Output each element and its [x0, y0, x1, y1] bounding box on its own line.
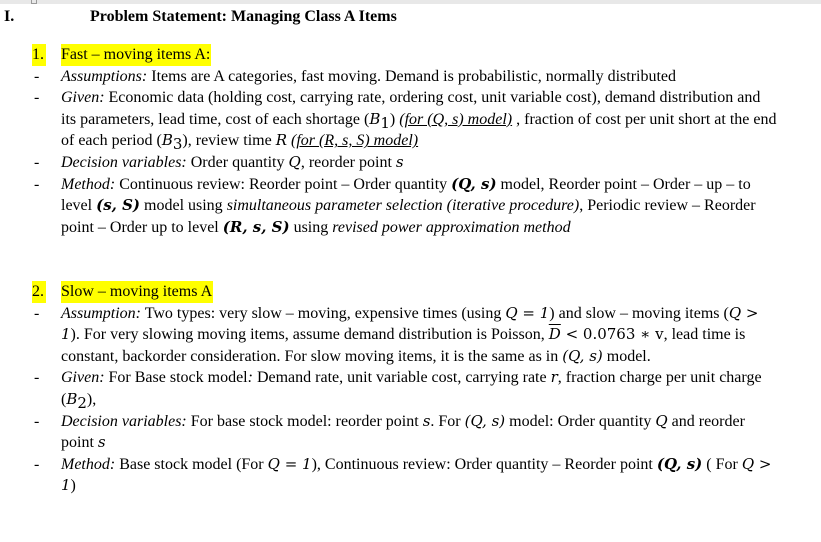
math-b: B [161, 131, 173, 150]
item-label: Assumption: [61, 304, 141, 322]
list-item-decision-variables [0, 152, 779, 174]
math-sub: 2 [77, 394, 87, 413]
item-text: ( For [702, 455, 742, 473]
item-label: Assumptions: [61, 67, 148, 85]
math-dbar: $\overline{D}$ [548, 325, 561, 344]
item-text: ), review time [182, 132, 276, 150]
section-heading [0, 281, 821, 303]
math-model: (Q, s) [464, 411, 506, 430]
bullet: - [34, 455, 40, 473]
rss-model-link[interactable]: (for (R, s, S) model) [291, 132, 419, 150]
list-item-decision-variables [0, 411, 779, 454]
item-text: ), Continuous review: Order quantity – Reorder point [311, 455, 657, 473]
item-text: , Periodic review – Reorder point – Order up to level [61, 197, 756, 236]
item-text: model. [602, 347, 651, 365]
item-text: ) and slow – moving items ( [549, 304, 729, 322]
math-var: s [395, 152, 404, 171]
item-label: Given: [61, 89, 105, 107]
item-text: , reorder point [300, 153, 396, 171]
math-model: (Q, s) [562, 346, 603, 365]
math-var: Q [288, 152, 301, 171]
math-expr: < 0.0763 ∗ v [560, 325, 664, 344]
document-heading [0, 6, 821, 28]
section-fast-moving [0, 44, 821, 238]
section-number: 1. [32, 44, 46, 66]
item-text: . For [430, 412, 465, 430]
top-ruler-strip [0, 0, 821, 4]
bullet: - [34, 369, 40, 387]
item-text: Continuous review: Reorder point – Order quantity [115, 175, 452, 193]
list-item-given [0, 87, 779, 152]
qs-model-link[interactable]: (for (Q, s) model) [399, 110, 513, 128]
heading-title: Problem Statement: Managing Class A Items [90, 8, 397, 25]
math-sub: 3 [172, 135, 183, 154]
section-heading [0, 44, 821, 66]
item-text: For Base stock model [104, 369, 248, 387]
bullet: - [34, 153, 40, 171]
section-number: 2. [32, 281, 46, 303]
math-expr: Q = 1 [267, 454, 312, 473]
item-text: Demand rate, unit variable cost, carrying rate [252, 369, 551, 387]
bullet: - [34, 175, 40, 193]
paragraph-mark [31, 0, 37, 4]
item-label: Method: [61, 455, 116, 473]
item-text: Economic data (holding cost, carrying rate, ordering cost, unit variable cost), demand distribution and its parameters, lead time, cost of each shortage ( [61, 89, 761, 128]
item-text: ). For very slowing moving items, assume demand distribution is Poisson, [70, 326, 549, 344]
math-var: r [550, 368, 558, 387]
item-text: ) [70, 477, 76, 495]
math-model: (Q, s) [451, 174, 497, 193]
item-text: model: Order quantity [505, 412, 656, 430]
math-sub: 1 [380, 113, 390, 132]
section-title: Slow – moving items A [61, 281, 213, 303]
math-expr: Q = 1 [505, 303, 550, 322]
item-text: using [289, 218, 333, 236]
item-emphasis: revised power approximation method [332, 218, 571, 236]
math-model: (Q, s) [656, 454, 703, 473]
item-label: Decision variables: [61, 412, 187, 430]
bullet: - [34, 412, 40, 430]
list-item-assumption [0, 303, 779, 368]
math-model: (R, s, S) [222, 217, 290, 236]
bullet: - [34, 67, 40, 85]
math-expr: Q > 1 [61, 454, 772, 495]
item-text: Base stock model (For [115, 455, 268, 473]
item-text: , fraction charge per unit charge ( [61, 369, 762, 408]
item-text: ), [86, 390, 97, 408]
math-b: B [66, 389, 78, 408]
heading-number: I. [4, 8, 15, 25]
math-b: B [369, 109, 381, 128]
list-item-method [0, 454, 779, 497]
item-text: and reorder point [61, 412, 745, 452]
math-expr: Q > 1 [61, 303, 759, 344]
math-var: R [275, 131, 288, 150]
bullet: - [34, 304, 40, 322]
item-text: For base stock model: reorder point [186, 412, 423, 430]
item-label: Method: [61, 175, 116, 193]
list-item-assumptions [0, 66, 779, 88]
item-text: , lead time is constant, backorder consideration. For slow moving items, it is the same as in [61, 326, 746, 365]
item-label: Given: [61, 369, 105, 387]
math-model: (s, S) [96, 196, 141, 215]
section-slow-moving [0, 281, 821, 497]
item-label: Decision variables: [61, 153, 187, 171]
list-item-method [0, 174, 779, 239]
item-text: model, Reorder point – Order – up – to level [61, 175, 751, 215]
item-text: , fraction of cost per unit short at the end of each period ( [61, 110, 777, 150]
section-title: Fast – moving items A: [61, 44, 211, 66]
math-var: s [422, 411, 431, 430]
item-text: model using [140, 197, 227, 215]
item-emphasis: simultaneous parameter selection (iterative procedure) [226, 197, 580, 215]
list-item-given [0, 367, 779, 413]
item-text: ) [389, 110, 400, 128]
item-text: Two types: very slow – moving, expensive times (using [141, 304, 506, 322]
math-var: s [97, 433, 106, 452]
bullet: - [34, 89, 40, 107]
item-text: Order quantity [186, 153, 289, 171]
item-text: Items are A categories, fast moving. Demand is probabilistic, normally distributed [147, 67, 677, 85]
item-colon: : [247, 369, 253, 387]
math-var: Q [655, 411, 668, 430]
